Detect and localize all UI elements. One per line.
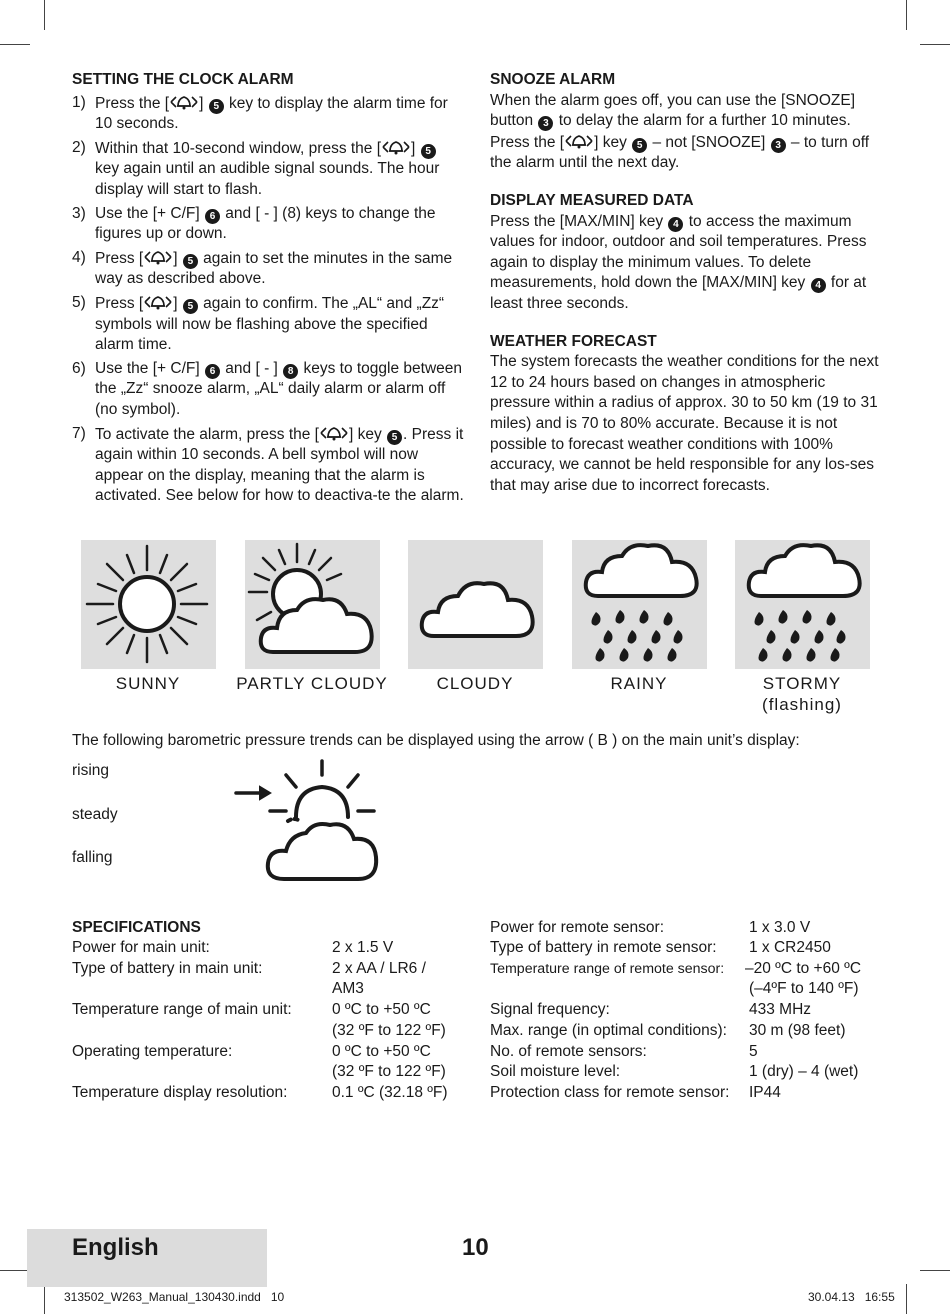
- alarm-key-icon: [319, 424, 349, 442]
- step-text: and [ - ]: [220, 359, 283, 377]
- measured-heading: DISPLAY MEASURED DATA: [490, 191, 694, 209]
- step-number: 7): [72, 424, 86, 442]
- crop-mark: [920, 1270, 950, 1271]
- step-text: key again until an audible signal sounds. The hour display will start to flash.: [95, 160, 440, 198]
- key-number-badge: 5: [632, 138, 647, 153]
- clock-alarm-heading: SETTING THE CLOCK ALARM: [72, 71, 294, 88]
- step-text: again to set the minutes in the same way as described above.: [95, 249, 453, 288]
- key-number-badge: 6: [205, 364, 220, 379]
- spec-label: Temperature display resolution:: [72, 1084, 288, 1101]
- key-number-badge: 4: [668, 217, 683, 232]
- measured-text-part: to access the maximum values for indoor, outdoor and soil temperatures. Press again to display the minimum values. To delete measurements, hold down the [MAX/MIN] key: [490, 212, 867, 292]
- weather-tile-partly-cloudy: [245, 540, 380, 669]
- step-number: 4): [72, 248, 86, 266]
- crop-mark: [920, 44, 950, 45]
- snooze-text: [490, 91, 882, 174]
- pressure-intro: The following barometric pressure trends can be displayed using the arrow ( B ) on the main unit’s display:: [72, 732, 800, 749]
- spec-value-cont: AM3: [332, 980, 364, 997]
- step-text: Use the [+ C/F]: [95, 204, 204, 222]
- clock-alarm-section: [72, 70, 464, 510]
- alarm-key-icon: [564, 132, 594, 150]
- step-text: and [ - ] (8) keys to change the figures up or down.: [95, 204, 436, 243]
- spec-label: Operating temperature:: [72, 1043, 233, 1060]
- key-number-badge: 3: [771, 138, 786, 153]
- step-text: Press [: [95, 294, 144, 312]
- spec-value: 30 m (98 feet): [749, 1022, 846, 1039]
- weather-label-partly-cloudy: PARTLY CLOUDY: [236, 674, 388, 693]
- list-item: [72, 248, 464, 290]
- rain-icon: [572, 540, 707, 669]
- step-number: 2): [72, 138, 86, 156]
- crop-mark: [0, 44, 30, 45]
- alarm-key-icon: [381, 138, 411, 156]
- sun-icon: [81, 540, 216, 669]
- crop-mark: [906, 1284, 907, 1314]
- spec-label: Temperature range of remote sensor:: [490, 961, 725, 977]
- measured-text-part: Press the [MAX/MIN] key: [490, 212, 668, 230]
- spec-value-cont: (32 ºF to 122 ºF): [332, 1022, 446, 1039]
- forecast-heading: WEATHER FORECAST: [490, 332, 657, 350]
- spec-value: 2 x AA / LR6 /: [332, 960, 426, 977]
- spec-label: Temperature range of main unit:: [72, 1001, 292, 1018]
- crop-mark: [906, 0, 907, 30]
- snooze-text-part: to delay the alarm for a further 10 minutes. Press the [: [490, 112, 851, 151]
- list-item: [72, 424, 464, 507]
- weather-tile-sunny: [81, 540, 216, 669]
- step-text: ]: [173, 249, 178, 267]
- weather-sublabel-stormy: (flashing): [762, 695, 842, 714]
- list-item: [72, 359, 464, 421]
- cloud-icon: [408, 540, 543, 669]
- alarm-key-icon: [169, 93, 199, 111]
- list-item: [72, 138, 464, 201]
- measured-text-part: for at least three seconds.: [490, 274, 867, 312]
- snooze-heading: SNOOZE ALARM: [490, 71, 616, 88]
- key-number-badge: 5: [421, 144, 436, 159]
- spec-value: 5: [749, 1043, 758, 1060]
- key-number-badge: 8: [283, 364, 298, 379]
- weather-tile-cloudy: [408, 540, 543, 669]
- spec-label: Power for remote sensor:: [490, 919, 665, 936]
- key-number-badge: 6: [205, 209, 220, 224]
- spec-value: 0 ºC to +50 ºC: [332, 1001, 431, 1018]
- step-number: 5): [72, 293, 86, 311]
- step-text: To activate the alarm, press the [: [95, 425, 319, 443]
- print-date: 30.04.13 16:55: [808, 1290, 895, 1304]
- pressure-rising-label: rising: [72, 762, 110, 779]
- spec-label: Signal frequency:: [490, 1001, 610, 1018]
- step-text: ]: [173, 294, 178, 312]
- spec-label: No. of remote sensors:: [490, 1043, 647, 1060]
- list-item: [72, 204, 464, 245]
- pressure-falling-label: falling: [72, 849, 113, 866]
- key-number-badge: 5: [183, 254, 198, 269]
- step-text: ] key: [349, 425, 382, 443]
- alarm-key-icon: [143, 293, 173, 311]
- step-text: . Press it again within 10 seconds. A bell symbol will now appear on the display, meaning that the alarm is activated. See below for how to deactiva-te the alarm.: [95, 425, 464, 505]
- pressure-trend-icon: [230, 755, 390, 885]
- spec-value: 0 ºC to +50 ºC: [332, 1043, 431, 1060]
- specs-heading: SPECIFICATIONS: [72, 919, 201, 936]
- spec-value: 2 x 1.5 V: [332, 939, 394, 956]
- step-text: keys to toggle between the „Zz“ snooze alarm, „AL“ daily alarm or alarm off (no symbol).: [95, 359, 463, 418]
- forecast-text: The system forecasts the weather conditions for the next 12 to 24 hours based on changes in atmospheric pressure within a radius of approx. 30 to 50 km (19 to 31 miles) and is 70 to 80% accurate. Because it is not possible to forecast weather conditions with 100% accuracy, we cannot be held responsible for any los-ses that may arise due to incorrect forecasts.: [490, 353, 879, 494]
- crop-mark: [44, 0, 45, 30]
- key-number-badge: 5: [387, 430, 402, 445]
- snooze-text-part: ] key: [594, 133, 632, 151]
- alarm-key-icon: [143, 248, 173, 266]
- crop-mark: [44, 1284, 45, 1314]
- weather-tile-stormy: [735, 540, 870, 669]
- key-number-badge: 3: [538, 116, 553, 131]
- snooze-text-part: When the alarm goes off, you can use the [SNOOZE] button: [490, 91, 856, 130]
- step-text: ]: [199, 94, 204, 112]
- step-text: Within that 10-second window, press the [: [95, 139, 382, 157]
- weather-label-rainy: RAINY: [610, 674, 668, 693]
- key-number-badge: 4: [811, 278, 826, 293]
- spec-value: 433 MHz: [749, 1001, 812, 1018]
- list-item: [72, 293, 464, 356]
- spec-label: Power for main unit:: [72, 939, 210, 956]
- weather-label-sunny: SUNNY: [115, 674, 181, 693]
- snooze-text-part: – to turn off the alarm until the next day.: [490, 133, 870, 172]
- step-text: Press the [: [95, 94, 170, 112]
- spec-value: –20 ºC to +60 ºC: [745, 960, 862, 977]
- spec-value: 1 x 3.0 V: [749, 919, 811, 936]
- step-text: ]: [411, 139, 416, 157]
- step-text: Use the [+ C/F]: [95, 359, 204, 377]
- crop-mark: [0, 1270, 30, 1271]
- page-number: 10: [462, 1234, 489, 1261]
- step-text: Press [: [95, 249, 144, 267]
- right-column: [490, 70, 882, 496]
- list-item: [72, 93, 464, 135]
- weather-label-stormy: STORMY: [762, 674, 842, 693]
- language-label: English: [72, 1234, 159, 1261]
- measured-text: [490, 212, 882, 315]
- spec-value: 0.1 ºC (32.18 ºF): [332, 1084, 448, 1101]
- spec-label: Protection class for remote sensor:: [490, 1084, 730, 1101]
- step-text: again to confirm. The „AL“ and „Zz“ symbols will now be flashing above the specified alarm time.: [95, 294, 445, 354]
- step-text: key to display the alarm time for 10 seconds.: [95, 94, 448, 133]
- spec-value-cont: (–4ºF to 140 ºF): [749, 980, 859, 997]
- storm-icon: [735, 540, 870, 669]
- spec-value: 1 (dry) – 4 (wet): [749, 1063, 859, 1080]
- weather-label-cloudy: CLOUDY: [436, 674, 514, 693]
- spec-value: IP44: [749, 1084, 781, 1101]
- key-number-badge: 5: [209, 99, 224, 114]
- spec-value: 1 x CR2450: [749, 939, 831, 956]
- step-number: 1): [72, 93, 86, 111]
- key-number-badge: 5: [183, 299, 198, 314]
- step-number: 6): [72, 359, 86, 377]
- weather-tile-rainy: [572, 540, 707, 669]
- partly-cloudy-icon: [245, 540, 380, 669]
- snooze-text-part: – not [SNOOZE]: [648, 133, 770, 151]
- spec-label: Type of battery in remote sensor:: [490, 939, 717, 956]
- spec-label: Soil moisture level:: [490, 1063, 621, 1080]
- step-number: 3): [72, 204, 86, 222]
- file-info: 313502_W263_Manual_130430.indd 10: [64, 1290, 285, 1304]
- spec-label: Type of battery in main unit:: [72, 960, 263, 977]
- spec-label: Max. range (in optimal conditions):: [490, 1022, 727, 1039]
- pressure-steady-label: steady: [72, 806, 118, 823]
- spec-value-cont: (32 ºF to 122 ºF): [332, 1063, 446, 1080]
